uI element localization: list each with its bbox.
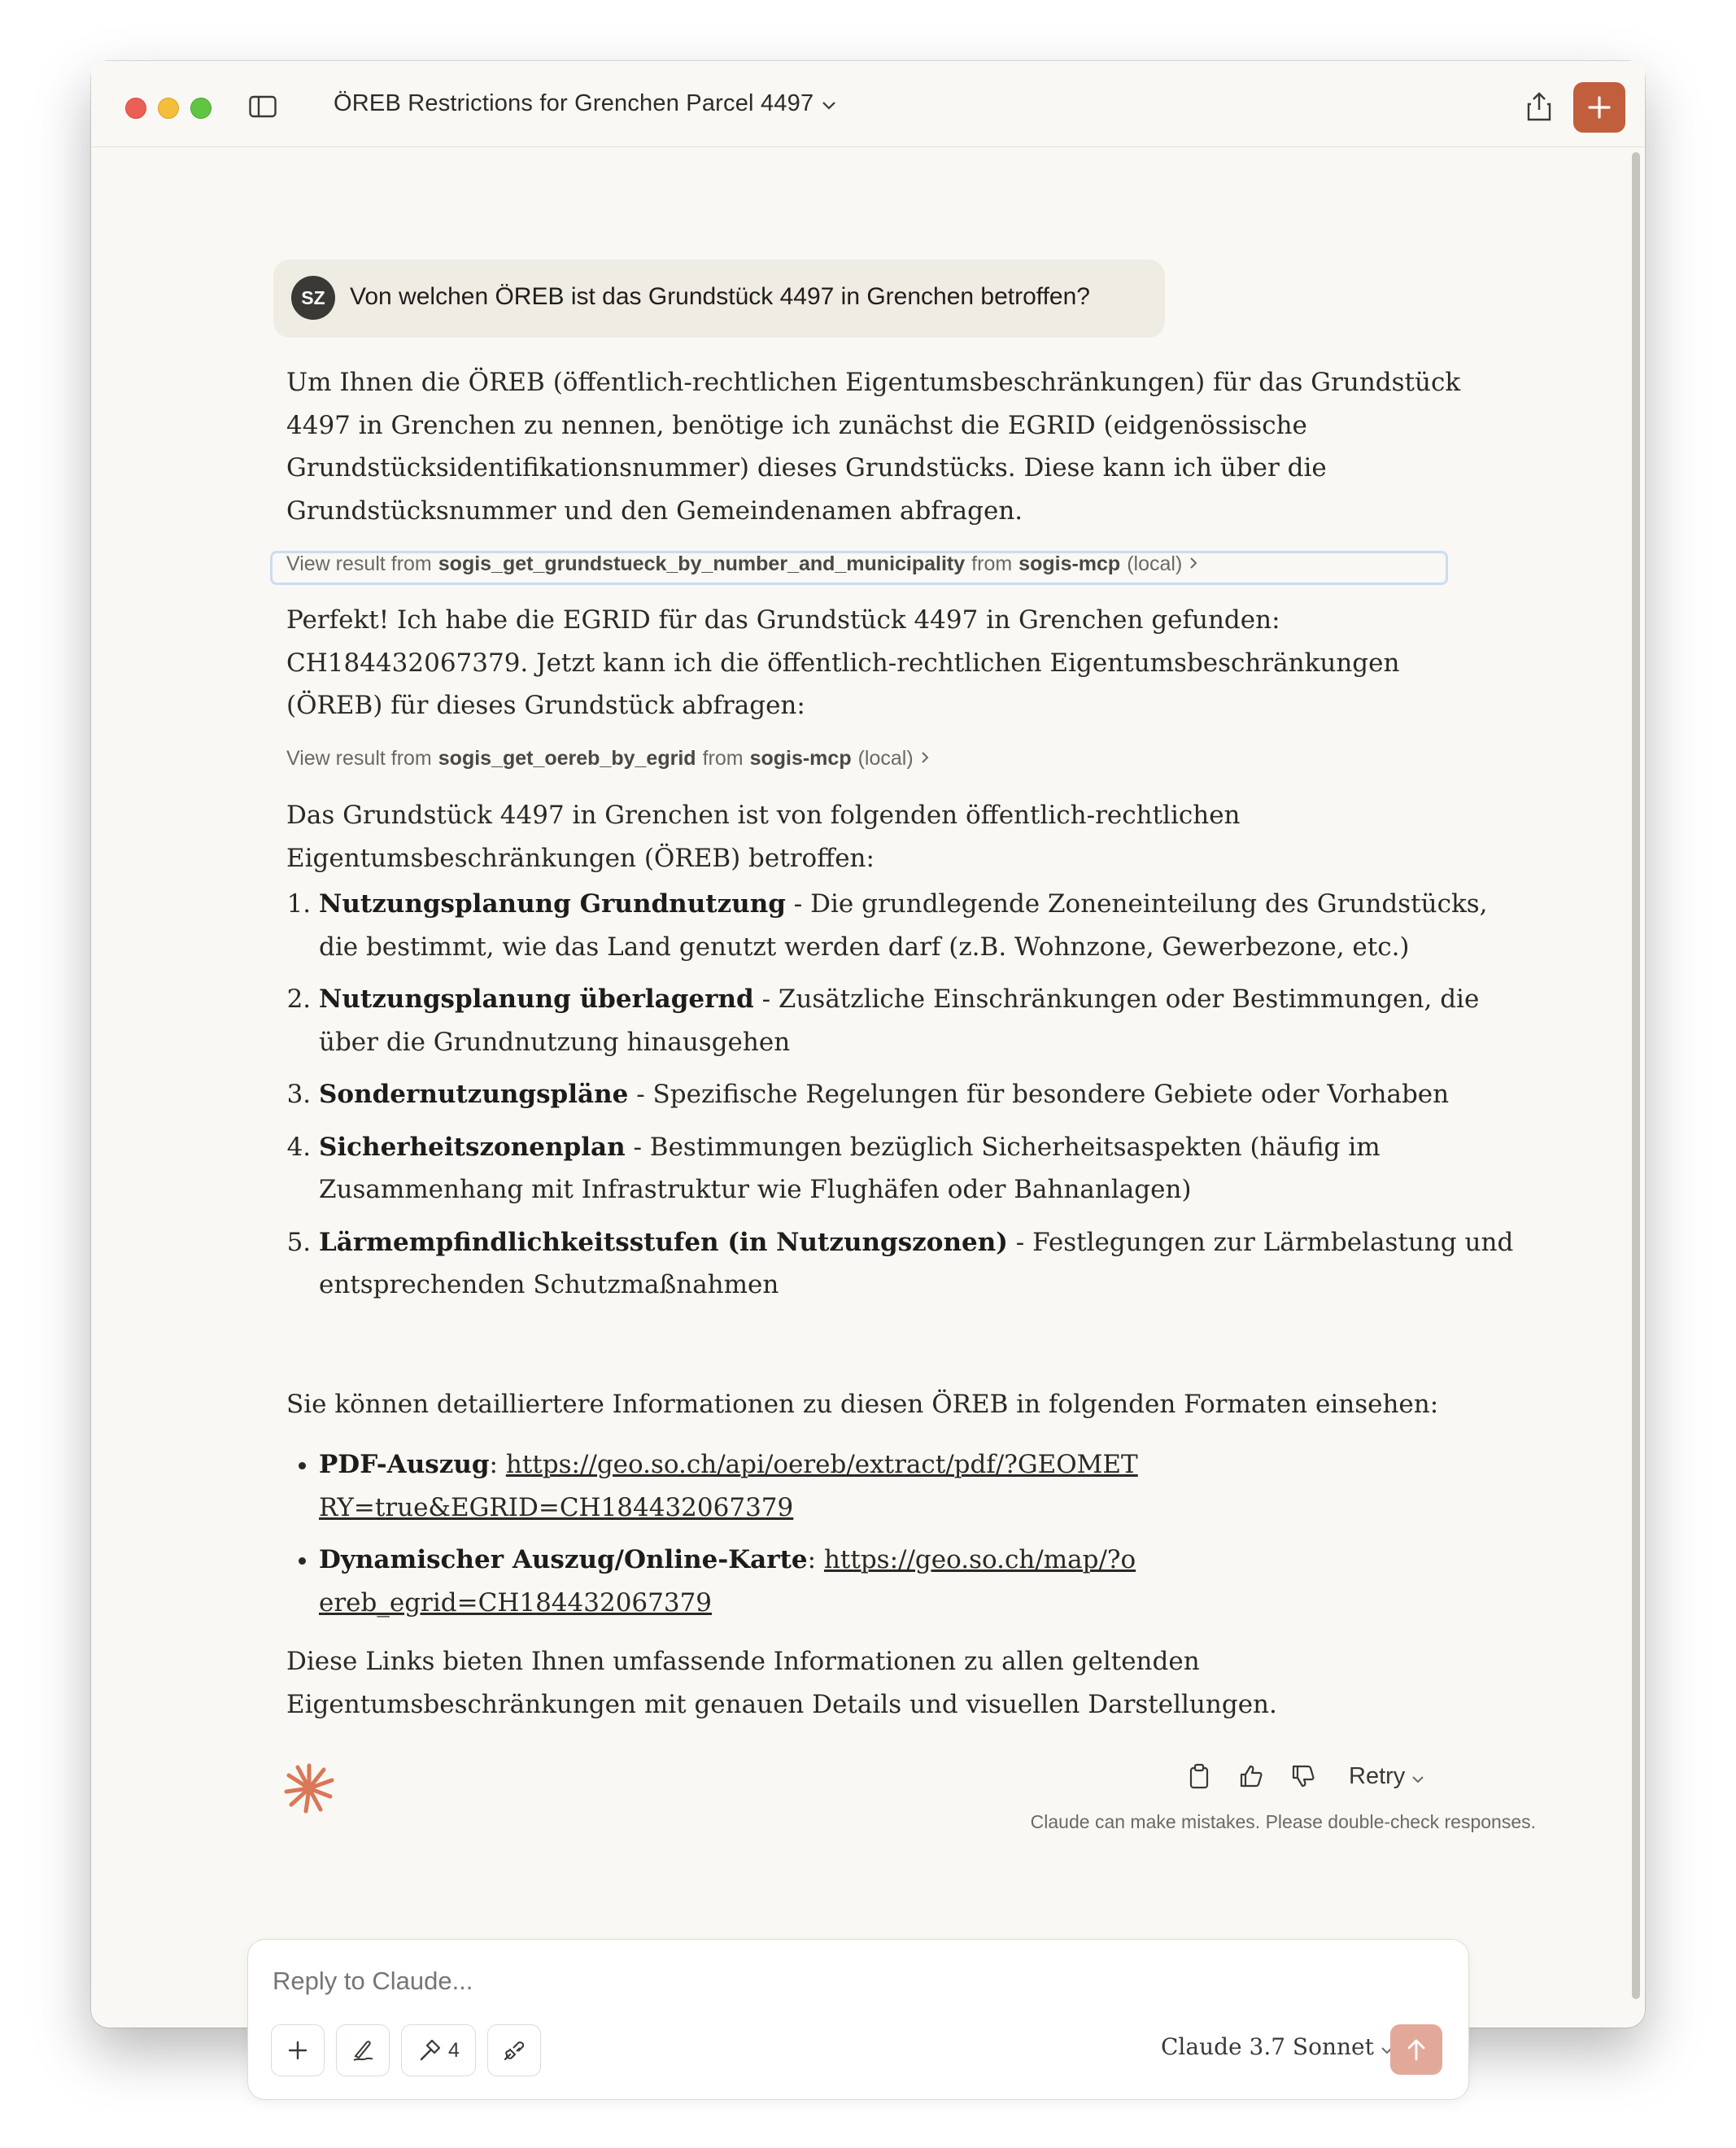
maximize-window-button[interactable] bbox=[190, 98, 212, 119]
assistant-paragraph-1: Um Ihnen die ÖREB (öffentlich-rechtlichen Eigentumsbeschränkungen) für das Grundstück 4497 in Grenchen zu nennen, benötige ich zunächst die EGRID (eidgenössische Grundstücksidentifikationsnummer) dieses Grundstücks. Diese kann ich über die Grundstücksnummer und den Gemeindenamen abfragen. bbox=[286, 368, 1461, 526]
tool-result-link-2[interactable]: View result from sogis_get_oereb_by_egrid from sogis-mcp (local) bbox=[286, 747, 930, 771]
avatar: SZ bbox=[291, 276, 335, 320]
thumbs-down-icon[interactable] bbox=[1287, 1760, 1319, 1792]
titlebar bbox=[91, 61, 1645, 147]
chevron-right-icon bbox=[920, 747, 930, 771]
chat-title[interactable] bbox=[334, 90, 836, 117]
list-item: 2. Nutzungsplanung überlagernd - Zusätzliche Einschränkungen oder Bestimmungen, die über die Grundnutzung hinausgehen bbox=[319, 978, 1523, 1063]
user-message-text: Von welchen ÖREB ist das Grundstück 4497 in Grenchen betroffen? bbox=[350, 283, 1090, 310]
claude-logo-icon bbox=[283, 1762, 335, 1814]
retry-button[interactable]: Retry bbox=[1349, 1763, 1424, 1790]
chevron-right-icon bbox=[1189, 552, 1198, 576]
sidebar-toggle-icon[interactable] bbox=[249, 95, 277, 118]
list-item: 1. Nutzungsplanung Grundnutzung - Die grundlegende Zoneneinteilung des Grundstücks, die bestimmt, wie das Land genutzt werden darf (z.B. Wohnzone, Gewerbezone, etc.) bbox=[319, 883, 1523, 968]
links-list bbox=[286, 1443, 1149, 1634]
assistant-paragraph-2: Perfekt! Ich habe die EGRID für das Grundstück 4497 in Grenchen gefunden: CH184432067379. Jetzt kann ich die öffentlich-rechtlichen Eigentumsbeschränkungen (ÖREB) für dieses Grundstück abfragen: bbox=[286, 605, 1400, 720]
tools-count: 4 bbox=[448, 2038, 460, 2062]
copy-icon[interactable] bbox=[1183, 1760, 1215, 1792]
conversation bbox=[91, 146, 1645, 2062]
plug-icon bbox=[502, 2038, 526, 2063]
model-selector[interactable]: Claude 3.7 Sonnet bbox=[1161, 2033, 1394, 2060]
tools-button[interactable] bbox=[401, 2024, 476, 2076]
disclaimer-text: Claude can make mistakes. Please double-check responses. bbox=[1030, 1811, 1536, 1832]
list-item: • PDF-Auszug: https://geo.so.ch/api/oereb/extract/pdf/?GEOMETRY=true&EGRID=CH184432067379 bbox=[319, 1443, 1149, 1529]
chat-title-text: ÖREB Restrictions for Grenchen Parcel 4497 bbox=[334, 90, 814, 116]
share-icon[interactable] bbox=[1524, 90, 1554, 123]
pen-icon bbox=[351, 2038, 375, 2063]
chevron-down-icon bbox=[822, 90, 836, 117]
oereb-list bbox=[286, 883, 1523, 1316]
list-item: 3. Sondernutzungspläne - Spezifische Regelungen für besondere Gebiete oder Vorhaben bbox=[319, 1073, 1523, 1116]
send-button[interactable] bbox=[1390, 2024, 1442, 2075]
message-actions bbox=[1183, 1760, 1424, 1792]
pdf-extract-link[interactable]: https://geo.so.ch/api/oereb/extract/pdf/?GEOMETRY=true&EGRID=CH184432067379 bbox=[319, 1450, 1138, 1522]
online-map-link[interactable]: https://geo.so.ch/map/?oereb_egrid=CH184432067379 bbox=[319, 1545, 1136, 1618]
user-message bbox=[273, 260, 1165, 338]
assistant-paragraph-3: Das Grundstück 4497 in Grenchen ist von folgenden öffentlich-rechtlichen Eigentumsbeschränkungen (ÖREB) betroffen: bbox=[286, 801, 1241, 873]
list-item: • Dynamischer Auszug/Online-Karte: https://geo.so.ch/map/?oereb_egrid=CH184432067379 bbox=[319, 1539, 1149, 1624]
list-item: 4. Sicherheitszonenplan - Bestimmungen bezüglich Sicherheitsaspekten (häufig im Zusammenhang mit Infrastruktur wie Flughäfen oder Bahnanlagen) bbox=[319, 1126, 1523, 1212]
arrow-up-icon bbox=[1406, 2037, 1427, 2062]
chevron-down-icon bbox=[1411, 1763, 1424, 1790]
integrations-button[interactable] bbox=[487, 2024, 541, 2076]
tool-result-link-1[interactable]: View result from sogis_get_grundstueck_by_number_and_municipality from sogis-mcp (local) bbox=[286, 552, 1198, 576]
plus-icon bbox=[1587, 95, 1612, 120]
plus-icon bbox=[287, 2040, 308, 2061]
minimize-window-button[interactable] bbox=[158, 98, 179, 119]
assistant-paragraph-4: Sie können detailliertere Informationen zu diesen ÖREB in folgenden Formaten einsehen: bbox=[286, 1390, 1439, 1419]
close-window-button[interactable] bbox=[125, 98, 146, 119]
app-window bbox=[91, 61, 1645, 2062]
new-chat-button[interactable] bbox=[1573, 82, 1625, 133]
attach-button[interactable] bbox=[271, 2024, 325, 2076]
composer bbox=[247, 1939, 1469, 2100]
hammer-icon bbox=[417, 2038, 442, 2063]
list-item: 5. Lärmempfindlichkeitsstufen (in Nutzungszonen) - Festlegungen zur Lärmbelastung und entsprechenden Schutzmaßnahmen bbox=[319, 1221, 1523, 1307]
thumbs-up-icon[interactable] bbox=[1235, 1760, 1267, 1792]
reply-input[interactable] bbox=[271, 1966, 1250, 1997]
assistant-paragraph-5: Diese Links bieten Ihnen umfassende Informationen zu allen geltenden Eigentumsbeschränkungen mit genauen Details und visuellen Darstellungen. bbox=[286, 1647, 1277, 1719]
style-button[interactable] bbox=[336, 2024, 390, 2076]
